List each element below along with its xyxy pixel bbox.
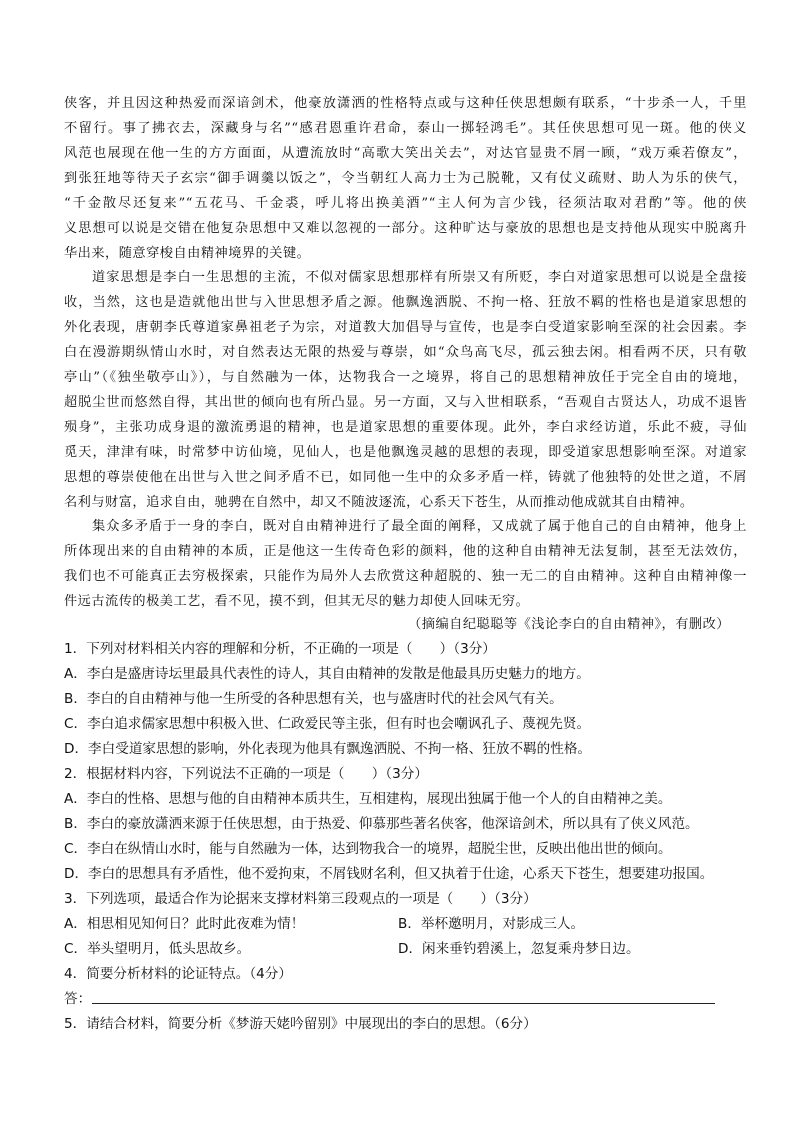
- question-stem: 1．下列对材料相关内容的理解和分析，不正确的一项是（ ）（3分）: [64, 641, 496, 657]
- option-b: B．李白的自由精神与他一生所受的各种思想有关，也与盛唐时代的社会风气有关。: [64, 691, 563, 707]
- option-a: A．李白的性格、思想与他的自由精神本质共生，互相建构，展现出独属于他一个人的自由精神之美。: [64, 791, 672, 807]
- text-line: 到张狂地等待天子玄宗“御手调羹以饭之”，令当朝红人高力士为己脱靴，又有仗义疏财、助人为乐的侠气，: [64, 171, 747, 186]
- text-line: 所体现出来的自由精神的本质，正是他这一生传奇色彩的颜料，他的这种自由精神无法复制，甚至无法效仿，: [64, 544, 747, 559]
- option-d: D．李白的思想具有矛盾性，他不爱拘束，不屑钱财名利，但又执着于仕途，心系天下苍生，想要建功报国。: [64, 866, 714, 882]
- text-line: 收，当然，这也是造就他出世与入世思想矛盾之源。他飘逸洒脱、不拘一格、狂放不羁的性格也是道家思想的: [64, 295, 747, 310]
- option-a: A．相思相见知何日？此时此夜难为情！: [64, 916, 305, 932]
- text-line: 思想的尊崇使他在出世与入世之间矛盾不已，如同他一生中的众多矛盾一样，铸就了他独特的处世之道，不屑: [64, 470, 747, 485]
- text-line: 侠客，并且因这种热爱而深谙剑术，他豪放潇洒的性格特点或与这种任侠思想颇有联系，“十步杀一人，千里: [64, 96, 747, 111]
- text-line: 义思想可以说是交错在他复杂思想中又难以忽视的一部分。这种旷达与豪放的思想也是支持他从现实中脱离升: [64, 221, 747, 236]
- option-d: D．李白受道家思想的影响，外化表现为他具有飘逸洒脱、不拘一格、狂放不羁的性格。: [64, 741, 592, 757]
- text-line: 觅天，津津有味，时常梦中访仙境，见仙人，也是他飘逸灵越的思想的表现，即受道家思想影响至深。对道家: [64, 445, 747, 460]
- text-line: 我们也不可能真正去穷极探索，只能作为局外人去欣赏这种超脱的、独一无二的自由精神。这种自由精神像一: [64, 569, 747, 584]
- option-b: B．举杯邀明月，对影成三人。: [398, 916, 585, 932]
- question-stem: 4．简要分析材料的论证特点。（4分）: [64, 966, 292, 982]
- text-line: 件远古流传的极美工艺，看不见，摸不到，但其无尽的魅力却使人回味无穷。: [64, 594, 530, 609]
- text-line: “千金散尽还复来”“五花马、千金裘，呼儿将出换美酒”“主人何为言少钱，径须沽取对君酌”等。他的侠: [64, 196, 747, 211]
- text-line: 集众多矛盾于一身的李白，既对自由精神进行了最全面的阐释，又成就了属于他自己的自由精神，他身上: [92, 519, 747, 534]
- text-line: 亭山”（《独坐敬亭山》），与自然融为一体，达物我合一之境界，将自己的思想精神放任于完全自由的境地，: [64, 370, 747, 385]
- question-stem: 5．请结合材料，简要分析《梦游天姥吟留别》中展现出的李白的思想。（6分）: [64, 1016, 537, 1032]
- option-c: C．李白追求儒家思想中积极入世、仁政爱民等主张，但有时也会嘲讽孔子、蔑视先贤。: [64, 716, 591, 732]
- text-line: 华出来，随意穿梭自由精神境界的关键。: [64, 246, 311, 261]
- question-stem: 3．下列选项，最适合作为论据来支撑材料第三段观点的一项是（ ）（3分）: [64, 891, 537, 907]
- question-stem: 2．根据材料内容，下列说法不正确的一项是（ ）（3分）: [64, 766, 428, 782]
- answer-label: 答：: [64, 991, 92, 1007]
- text-line: 名利与财富，追求自由，驰骋在自然中，却又不随波逐流，心系天下苍生，从而推动他成就其自由精神。: [64, 495, 694, 510]
- text-line: 风范也展现在他一生的方方面面，从遭流放时“高歌大笑出关去”，对达官显贵不屑一顾，“戏万乘若僚友”，: [64, 146, 747, 161]
- text-line: 白在漫游期纵情山水时，对自然表达无限的热爱与尊崇，如“众鸟高飞尽，孤云独去闲。相看两不厌，只有敬: [64, 345, 747, 360]
- text-line: 外化表现，唐朝李氏尊道家鼻祖老子为宗，对道教大加倡导与宣传，也是李白受道家影响至深的社会因素。李: [64, 320, 747, 335]
- option-c: C．李白在纵情山水时，能与自然融为一体，达到物我合一的境界，超脱尘世，反映出他出世的倾向。: [64, 841, 672, 857]
- option-a: A．李白是盛唐诗坛里最具代表性的诗人，其自由精神的发散是他最具历史魅力的地方。: [64, 666, 590, 682]
- answer-line[interactable]: [92, 1003, 715, 1004]
- passage-source: （摘编自纪聪聪等《浅论李白的自由精神》，有删改）: [408, 617, 730, 632]
- text-line: 不留行。事了拂衣去，深藏身与名”“感君恩重许君命，泰山一掷轻鸿毛”。其任侠思想可见一斑。他的侠义: [64, 121, 747, 136]
- option-d: D．闲来垂钓碧溪上，忽复乘舟梦日边。: [398, 941, 640, 957]
- option-b: B．李白的豪放潇洒来源于任侠思想，由于热爱、仰慕那些著名侠客，他深谙剑术，所以具有了侠义风范。: [64, 816, 699, 832]
- text-line: 殒身”，主张功成身退的激流勇退的精神，也是道家思想的重要体现。此外，李白求经访道，乐此不疲，寻仙: [64, 420, 747, 435]
- option-c: C．举头望明月，低头思故乡。: [64, 941, 251, 957]
- text-line: 超脱尘世而悠然自得，其出世的倾向也有所凸显。另一方面，又与入世相联系，“吾观自古贤达人，功成不退皆: [64, 395, 747, 410]
- text-line: 道家思想是李白一生思想的主流，不似对儒家思想那样有所崇又有所贬，李白对道家思想可以说是全盘接: [92, 270, 747, 285]
